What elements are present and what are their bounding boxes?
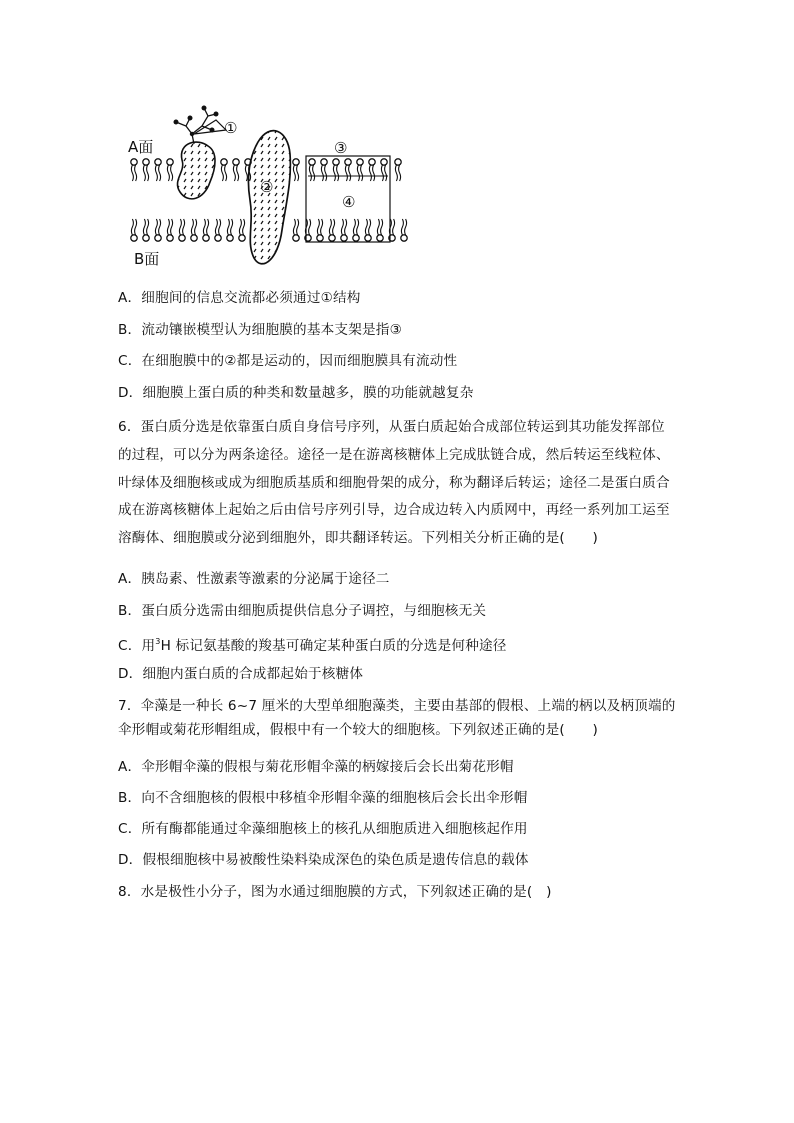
marker-3: ③ <box>334 139 348 157</box>
q6-option-c <box>118 632 507 656</box>
q8-stem-line-1: 8．水是极性小分子，图为水通过细胞膜的方式，下列叙述正确的是( ) <box>118 884 552 900</box>
q7-stem-line-2: 伞形帽或菊花形帽组成，假根中有一个较大的细胞核。下列叙述正确的是( ) <box>118 722 598 738</box>
q6-stem-line-5: 溶酶体、细胞膜或分泌到细胞外，即共翻译转运。下列相关分析正确的是( ) <box>118 530 598 546</box>
q7-option-a: A．伞形帽伞藻的假根与菊花形帽伞藻的柄嫁接后会长出菊花形帽 <box>118 759 514 775</box>
q6-option-a: A．胰岛素、性激素等激素的分泌属于途径二 <box>118 571 390 587</box>
q5-option-b: B．流动镶嵌模型认为细胞膜的基本支架是指③ <box>118 322 402 338</box>
q7-option-b: B．向不含细胞核的假根中移植伞形帽伞藻的细胞核后会长出伞形帽 <box>118 790 528 806</box>
q7-option-d: D．假根细胞核中易被酸性染料染成深色的染色质是遗传信息的载体 <box>118 852 529 868</box>
q6-option-c-post: H 标记氨基酸的羧基可确定某种蛋白质的分选是何种途径 <box>160 638 507 654</box>
q6-stem-line-2: 的过程，可以分为两条途径。途径一是在游离核糖体上完成肽链合成，然后转运至线粒体、 <box>118 447 670 463</box>
q7-stem-line-1: 7．伞藻是一种长 6~7 厘米的大型单细胞藻类，主要由基部的假根、上端的柄以及柄顶端的 <box>118 698 676 714</box>
q6-option-c-pre: C．用 <box>118 638 156 654</box>
q6-stem-line-3: 叶绿体及细胞核或成为细胞质基质和细胞骨架的成分，称为翻译后转运；途径二是蛋白质合 <box>118 475 670 491</box>
q6-option-d: D．细胞内蛋白质的合成都起始于核糖体 <box>118 666 364 682</box>
q7-option-c: C．所有酶都能通过伞藻细胞核上的核孔从细胞质进入细胞核起作用 <box>118 821 528 837</box>
cell-membrane-diagram <box>120 100 420 272</box>
q6-stem-line-4: 成在游离核糖体上起始之后由信号序列引导，边合成边转入内质网中，再经一系列加工运至 <box>118 502 670 518</box>
q6-stem-line-1: 6．蛋白质分选是依靠蛋白质自身信号序列，从蛋白质起始合成部位转运到其功能发挥部位 <box>118 419 665 435</box>
marker-1: ① <box>224 119 238 137</box>
face-b-label: B面 <box>134 250 160 268</box>
face-a-label: A面 <box>128 138 154 156</box>
q5-option-c: C．在细胞膜中的②都是运动的，因而细胞膜具有流动性 <box>118 353 458 369</box>
transmembrane-protein <box>248 131 290 264</box>
q6-option-c-sup: 3 <box>155 637 161 646</box>
q5-option-a: A．细胞间的信息交流都必须通过①结构 <box>118 290 361 306</box>
q5-option-d: D．细胞膜上蛋白质的种类和数量越多，膜的功能就越复杂 <box>118 385 474 401</box>
marker-2: ② <box>260 178 274 196</box>
marker-4: ④ <box>342 193 356 211</box>
glycoprotein <box>174 106 227 199</box>
q6-option-b: B．蛋白质分选需由细胞质提供信息分子调控，与细胞核无关 <box>118 603 487 619</box>
